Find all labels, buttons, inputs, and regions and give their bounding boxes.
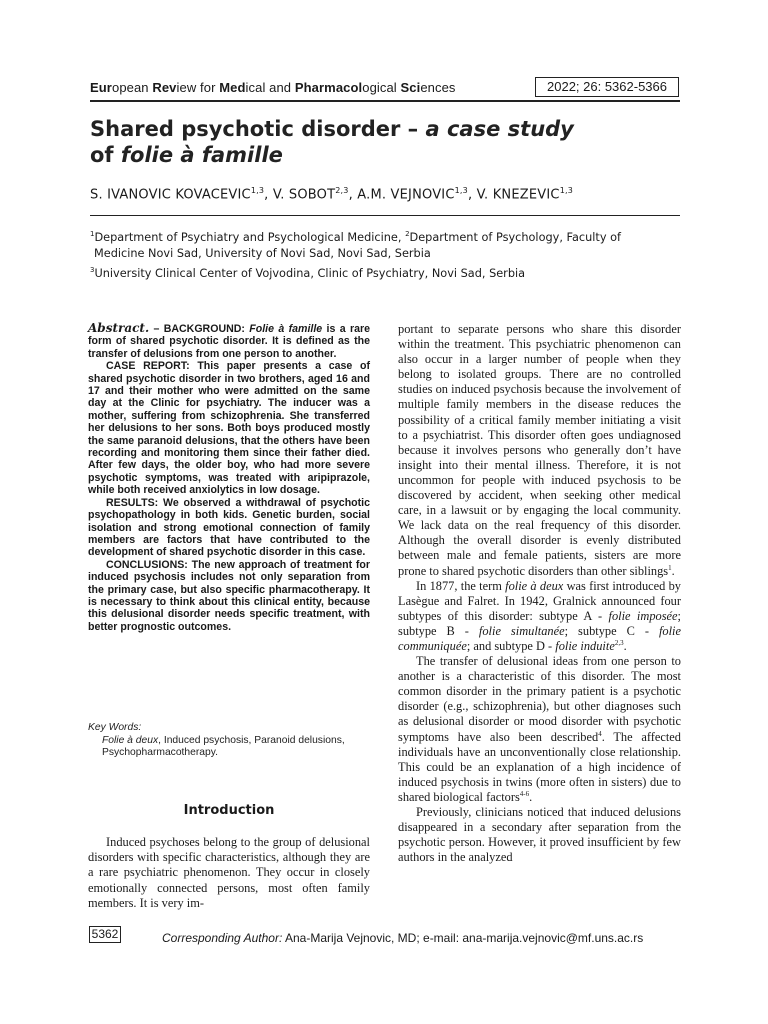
author-name: S. IVANOVIC KOVACEVIC xyxy=(90,187,251,203)
conclusions-label: CONCLUSIONS: xyxy=(106,558,188,571)
affiliation-text: University Clinical Center of Vojvodina, Clinic of Psychiatry, Novi Sad, Serbia xyxy=(94,266,526,280)
affiliation-text: Medicine Novi Sad, University of Novi Sad, Novi Sad, Serbia xyxy=(94,246,431,260)
abstract-label: Abstract. xyxy=(88,321,150,335)
body-text: ; and subtype D - xyxy=(466,638,556,653)
body-text: was first introduced by Lasègue and Falret. In 1942, Gralnick announced four subtypes of this disorder: subtype A - xyxy=(398,578,681,623)
case-report-text: This paper presents a case of shared psychotic disorder in two brothers, aged 16 and 17 and their mother who were admitted on the same day at the Clinic for psychiatry. The inducer was a mother, suffering from schizophrenia. She transferred her delusions to her sons. Both boys produced mostly the same paranoid delusions, that the others have been recording and monitoring them since their father died. After few days, the older boy, who had more severe psychotic symptoms, was treated with aripiprazole, while both received anxiolytics in low dosage. xyxy=(88,360,371,497)
title-line2: of xyxy=(90,143,121,167)
author-separator: , xyxy=(264,187,273,203)
title-line1-italic: a case study xyxy=(425,117,574,141)
journal-part: ences xyxy=(420,80,456,95)
abstract xyxy=(88,322,370,633)
body-text: ; subtype C - xyxy=(564,623,659,638)
journal-part: Rev xyxy=(152,80,177,95)
corresponding-text: Ana-Marija Vejnovic, MD; e-mail: ana-marija.vejnovic@mf.uns.ac.rs xyxy=(282,931,644,945)
body-text: . The affected individuals have an unconventionally close relationship. This could be an explanation of a high incidence of induced psychosis in twins (more often in sisters) due to shared biological factors xyxy=(398,729,681,804)
corresponding-author xyxy=(162,931,643,945)
results-label: RESULTS: xyxy=(106,496,159,509)
background-text: is a rare form of shared psychotic disorder. It is defined as the transfer of delusions from one person to another. xyxy=(88,323,370,360)
citation-sup: 4-6 xyxy=(519,789,530,798)
title-line1: Shared psychotic disorder – xyxy=(90,117,426,141)
body-text: portant to separate persons who share this disorder within the treatment. This psychiatric phenomenon can also occur in a larger number of people when they belong to isolated groups. There are no controlled studies on induced psychosis because the involvement of multiple family members in the disease reduces the possibility of a critical family member initiating a visit to a psychiatrist. This disorder often goes undiagnosed because it involves persons who generally don’t have insight into their mental illness. Therefore, it is not uncommon for people with induced psychosis to be discovered by accident, when seeking other medical care, in a lawsuit or by engaging the local community. We lack data on the real frequency of this disorder. Although the overall disorder is evenly distributed between male and female patients, sisters are more prone to shared psychotic disorders than other siblings xyxy=(398,322,681,578)
corresponding-label: Corresponding Author: xyxy=(162,931,283,945)
italic-term: folie à deux xyxy=(505,578,564,593)
citation-sup: 1 xyxy=(668,563,672,572)
journal-part: ogical xyxy=(362,80,401,95)
keywords-label: Key Words: xyxy=(88,722,142,733)
affiliation-sup: 3 xyxy=(90,265,95,274)
page-number: 5362 xyxy=(89,926,121,943)
author-affiliation-sup: 1,3 xyxy=(454,186,468,195)
body-text: . xyxy=(671,563,675,578)
affiliation-text: Department of Psychiatry and Psychological Medicine, xyxy=(94,230,406,244)
author-name: V. KNEZEVIC xyxy=(476,187,560,203)
author-name: V. SOBOT xyxy=(272,187,336,203)
body-text: In 1877, the term xyxy=(416,578,506,593)
author-separator: , xyxy=(467,187,477,203)
right-column-text xyxy=(398,322,681,865)
affiliation-sup: 2 xyxy=(405,230,410,238)
affiliation-sup: 1 xyxy=(90,230,95,238)
citation-sup: 4 xyxy=(598,729,602,738)
body-text: Previously, clinicians noticed that induced delusions disappeared in a secondary after separation from the psychotic person. However, it proved insufficient by few authors in the analyzed xyxy=(398,805,681,865)
journal-part: Pharmacol xyxy=(294,80,363,95)
body-text: . xyxy=(623,638,627,653)
italic-term: folie communiquée xyxy=(398,623,681,653)
keywords xyxy=(88,722,370,760)
affiliations xyxy=(90,226,682,282)
body-text: ; subtype B - xyxy=(398,608,681,638)
conclusions-text: The new approach of treatment for induced psychosis includes not only separation from the primary case, but also specific pharmacotherapy. It is necessary to think about this clinical entity, because this delusional disorder needs specific treatment, with better prognostic outcomes. xyxy=(88,558,370,633)
body-text: The transfer of delusional ideas from one person to another is a characteristic of this disorder. The most common disorder in the primary patient is a psychotic disorder (e.g., schizophrenia), but other diagnoses such as delusional disorder or mood disorder with psychotic symptoms have also been described xyxy=(398,654,681,744)
journal-part: iew for xyxy=(176,80,220,95)
italic-term: folie simultanée xyxy=(478,623,565,638)
title-line2-italic: folie à famille xyxy=(120,143,283,167)
introduction-paragraph: Induced psychoses belong to the group of delusional disorders with specific characteristics, although they are a rare psychiatric phenomenon. They occur in closely emotionally connected persons, most often family members. It is very im- xyxy=(88,835,370,910)
journal-part: Med xyxy=(219,80,246,95)
results-text: We observed a withdrawal of psychotic psychopathology in both kids. Genetic burden, social isolation and strong emotional connection of family members are factors that have contributed to the development of shared psychotic disorder in this case. xyxy=(88,496,370,559)
author-affiliation-sup: 1,3 xyxy=(559,186,574,195)
author-affiliation-sup: 1,3 xyxy=(250,186,265,195)
keyword-italic: Folie à deux xyxy=(102,734,159,746)
header-divider xyxy=(90,100,680,102)
author-affiliation-sup: 2,3 xyxy=(335,186,349,195)
journal-part: ical and xyxy=(245,80,295,95)
introduction-text xyxy=(88,835,370,911)
body-text: . xyxy=(529,789,533,804)
journal-name xyxy=(90,80,456,95)
case-report-label: CASE REPORT: xyxy=(106,360,190,373)
authors-divider xyxy=(90,215,680,216)
author-list xyxy=(90,186,690,202)
paper-title xyxy=(90,116,690,168)
journal-part: Eur xyxy=(90,80,112,95)
background-label: – BACKGROUND: xyxy=(149,323,245,335)
journal-part: Sci xyxy=(400,80,421,95)
section-heading-introduction: Introduction xyxy=(183,803,275,818)
journal-part: opean xyxy=(111,80,153,95)
citation-box: 2022; 26: 5362-5366 xyxy=(535,77,679,97)
keywords-text: , Induced psychosis, Paranoid delusions, Psychopharmacotherapy. xyxy=(102,734,345,758)
author-separator: , xyxy=(348,187,358,203)
author-name: A.M. VEJNOVIC xyxy=(357,187,455,203)
italic-term: folie induite xyxy=(555,638,615,653)
background-italic: Folie à famille xyxy=(244,323,323,335)
italic-term: folie imposée xyxy=(608,608,678,623)
affiliation-text: Department of Psychology, Faculty of xyxy=(409,230,622,244)
citation-sup: 2,3 xyxy=(614,638,624,647)
